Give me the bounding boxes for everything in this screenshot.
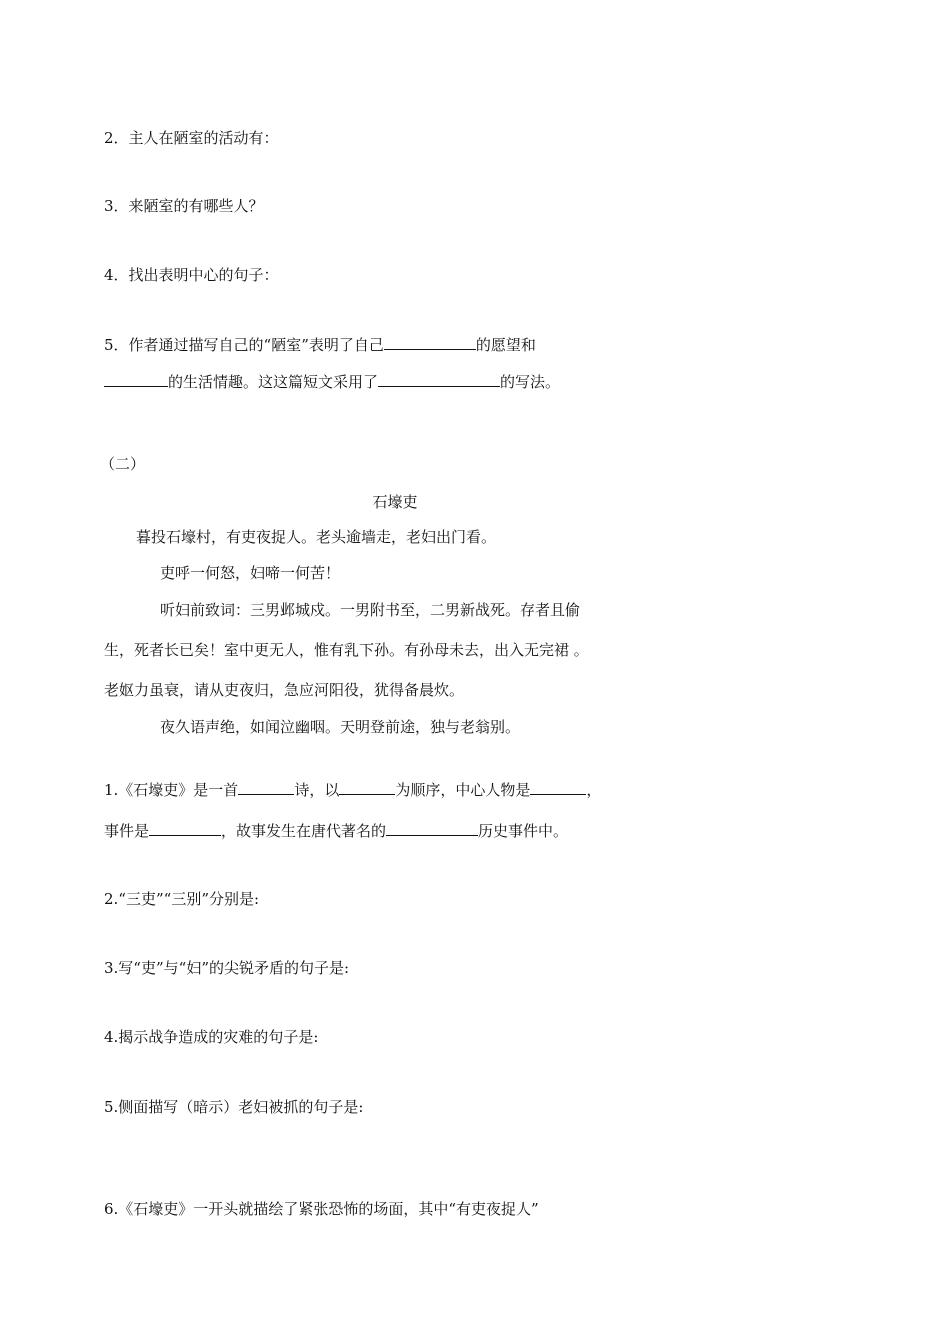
question-p1-4: 4．找出表明中心的句子：	[104, 266, 279, 284]
question-text: 的愿望和	[475, 336, 536, 354]
answer-blank[interactable]	[339, 779, 395, 795]
question-p2-4: 4.揭示战争造成的灾难的句子是:	[104, 1028, 319, 1046]
question-p2-2: 2.“三吏”“三别”分别是:	[104, 890, 260, 908]
answer-blank[interactable]	[149, 820, 221, 836]
poem-line: 听妇前致词：三男邺城戍。一男附书至，二男新战死。存者且偷	[160, 601, 581, 619]
poem-line: 老妪力虽衰，请从吏夜归，急应河阳役，犹得备晨炊。	[104, 681, 465, 699]
question-p2-6: 6.《石壕吏》一开头就描绘了紧张恐怖的场面，其中“有吏夜捉人”	[104, 1200, 539, 1218]
answer-blank[interactable]	[384, 334, 476, 350]
question-text: ，	[586, 781, 602, 799]
answer-blank[interactable]	[238, 779, 294, 795]
question-text: 5．作者通过描写自己的“陋室”表明了自己	[104, 336, 384, 354]
poem-line: 吏呼一何怒，妇啼一何苦！	[160, 564, 341, 582]
question-text: 1.《石壕吏》是一首	[104, 781, 239, 799]
poem-title: 石壕吏	[372, 493, 418, 511]
question-p2-1-line2	[104, 820, 568, 841]
question-p1-3: 3．来陋室的有哪些人？	[104, 197, 264, 215]
question-text: 历史事件中。	[478, 822, 569, 840]
answer-blank[interactable]	[378, 371, 500, 387]
question-text: 事件是	[104, 822, 150, 840]
question-p1-5-line1	[104, 334, 536, 355]
answer-blank[interactable]	[386, 820, 478, 836]
question-text: ，故事发生在唐代著名的	[221, 822, 387, 840]
answer-blank[interactable]	[104, 371, 168, 387]
poem-line: 夜久语声绝，如闻泣幽咽。天明登前途，独与老翁别。	[160, 718, 521, 736]
poem-line: 生，死者长已矣！室中更无人，惟有乳下孙。有孙母未去，出入无完裙 。	[104, 641, 589, 659]
question-p2-1-line1	[104, 779, 601, 800]
question-p2-3: 3.写“吏”与“妇”的尖锐矛盾的句子是:	[104, 959, 350, 977]
question-text: 诗，以	[294, 781, 340, 799]
answer-blank[interactable]	[530, 779, 586, 795]
poem-line: 暮投石壕村，有吏夜捉人。老头逾墙走，老妇出门看。	[136, 528, 497, 546]
question-p1-5-line2	[104, 371, 560, 392]
question-text: 的写法。	[500, 373, 561, 391]
question-p2-5: 5.侧面描写（暗示）老妇被抓的句子是:	[104, 1098, 364, 1116]
question-text: 的生活情趣。这这篇短文采用了	[168, 373, 379, 391]
question-p1-2: 2．主人在陋室的活动有：	[104, 129, 279, 147]
section-label: （二）	[100, 455, 146, 473]
question-text: 为顺序，中心人物是	[395, 781, 531, 799]
